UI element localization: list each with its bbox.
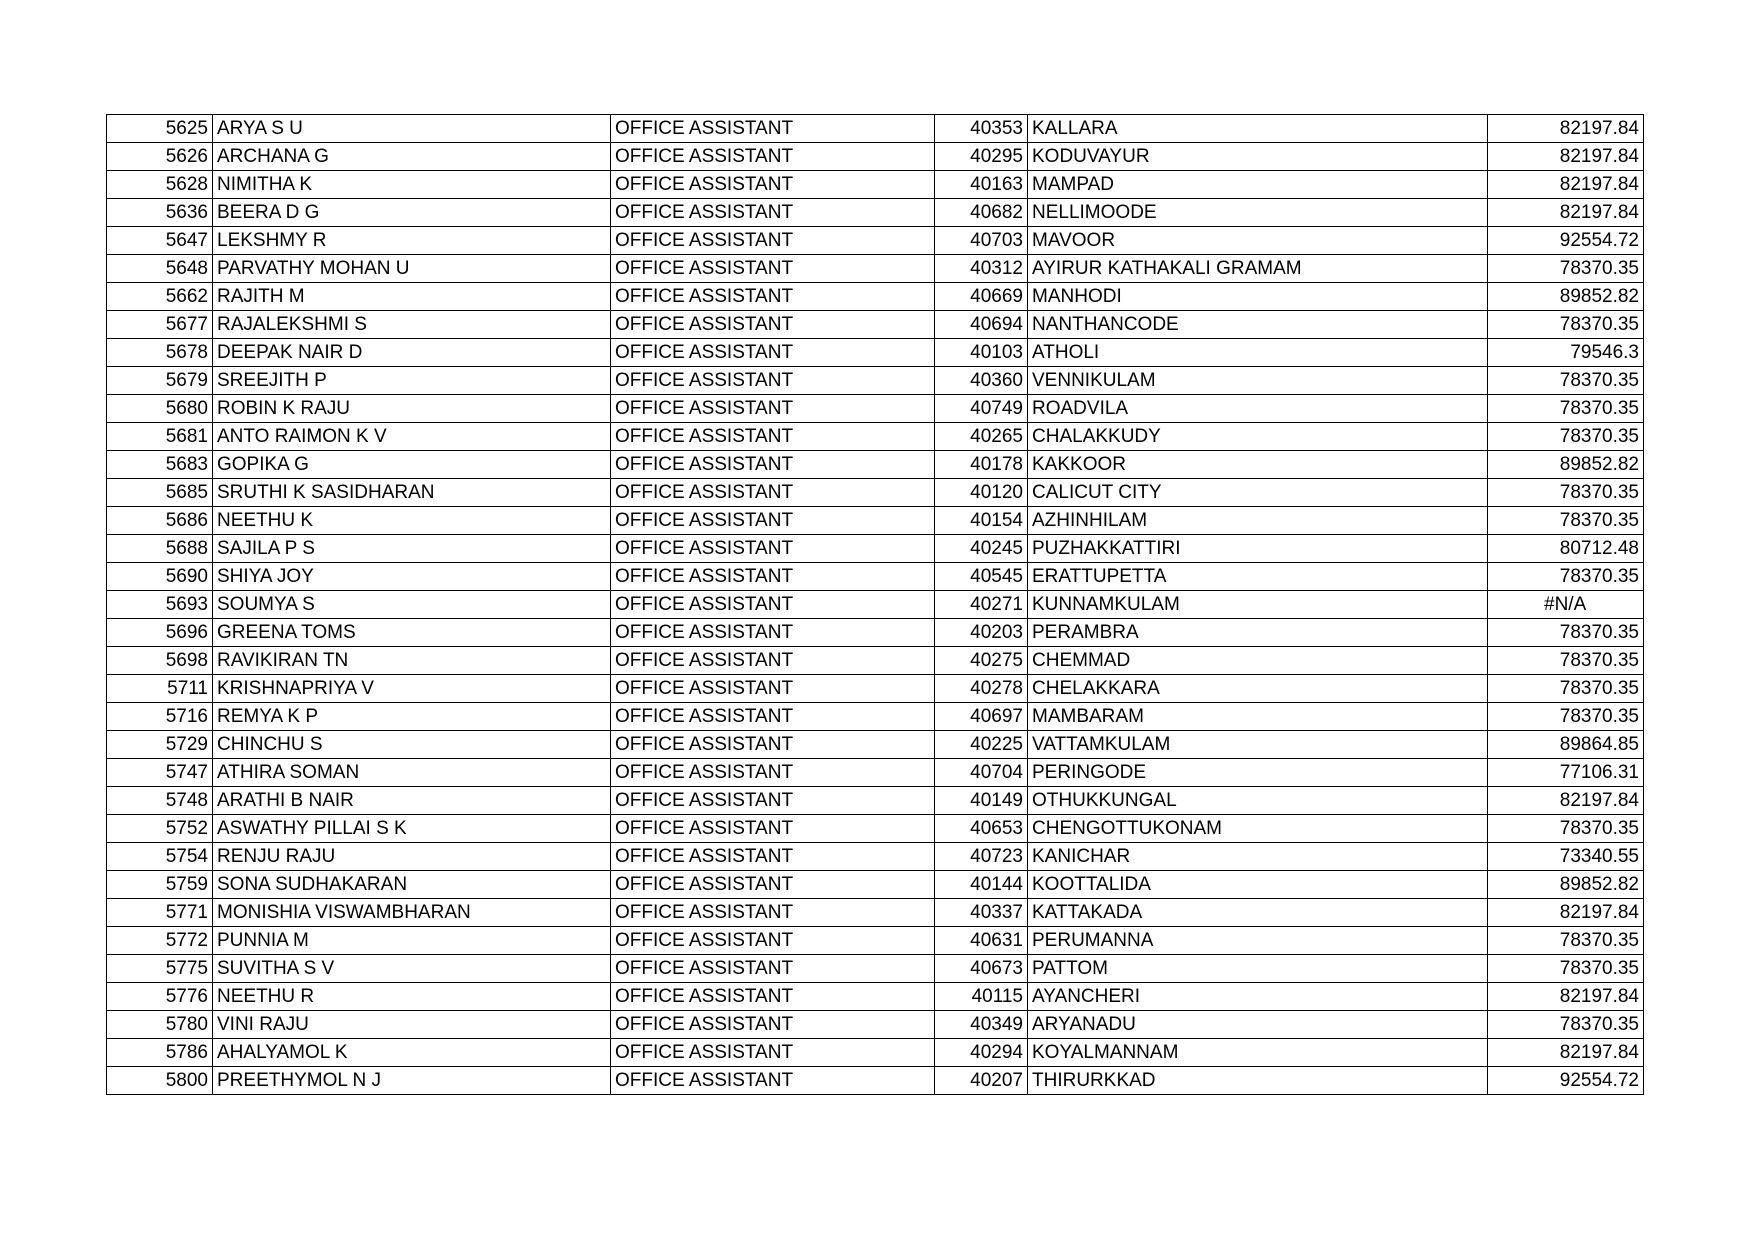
cell-office-code: 40349 — [935, 1011, 1028, 1039]
cell-office-name: NANTHANCODE — [1028, 311, 1488, 339]
cell-office-name: KOOTTALIDA — [1028, 871, 1488, 899]
cell-id: 5800 — [107, 1067, 213, 1095]
cell-office-name: PATTOM — [1028, 955, 1488, 983]
cell-name: PARVATHY MOHAN U — [213, 255, 611, 283]
cell-post: OFFICE ASSISTANT — [611, 1011, 935, 1039]
cell-id: 5647 — [107, 227, 213, 255]
cell-office-code: 40697 — [935, 703, 1028, 731]
cell-post: OFFICE ASSISTANT — [611, 1067, 935, 1095]
cell-office-name: KUNNAMKULAM — [1028, 591, 1488, 619]
cell-office-name: NELLIMOODE — [1028, 199, 1488, 227]
cell-office-name: KAKKOOR — [1028, 451, 1488, 479]
cell-office-code: 40682 — [935, 199, 1028, 227]
cell-office-code: 40295 — [935, 143, 1028, 171]
cell-name: REMYA K P — [213, 703, 611, 731]
cell-office-code: 40704 — [935, 759, 1028, 787]
cell-office-code: 40360 — [935, 367, 1028, 395]
cell-id: 5696 — [107, 619, 213, 647]
cell-name: CHINCHU S — [213, 731, 611, 759]
table-row — [107, 731, 1644, 759]
cell-amount: 78370.35 — [1488, 423, 1644, 451]
cell-office-code: 40115 — [935, 983, 1028, 1011]
cell-office-code: 40669 — [935, 283, 1028, 311]
cell-office-code: 40225 — [935, 731, 1028, 759]
cell-office-code: 40178 — [935, 451, 1028, 479]
cell-id: 5648 — [107, 255, 213, 283]
cell-post: OFFICE ASSISTANT — [611, 451, 935, 479]
table-row — [107, 1011, 1644, 1039]
table-row — [107, 199, 1644, 227]
cell-name: ANTO RAIMON K V — [213, 423, 611, 451]
cell-name: RAJALEKSHMI S — [213, 311, 611, 339]
cell-post: OFFICE ASSISTANT — [611, 395, 935, 423]
cell-office-name: PUZHAKKATTIRI — [1028, 535, 1488, 563]
cell-post: OFFICE ASSISTANT — [611, 675, 935, 703]
cell-id: 5776 — [107, 983, 213, 1011]
cell-office-name: CHALAKKUDY — [1028, 423, 1488, 451]
cell-amount: 82197.84 — [1488, 1039, 1644, 1067]
table-row — [107, 983, 1644, 1011]
table-row — [107, 927, 1644, 955]
cell-office-code: 40703 — [935, 227, 1028, 255]
cell-amount: 78370.35 — [1488, 563, 1644, 591]
cell-id: 5752 — [107, 815, 213, 843]
cell-office-code: 40154 — [935, 507, 1028, 535]
cell-name: RENJU RAJU — [213, 843, 611, 871]
table-row — [107, 311, 1644, 339]
table-row — [107, 171, 1644, 199]
cell-name: ARYA S U — [213, 115, 611, 143]
table-row — [107, 619, 1644, 647]
cell-id: 5698 — [107, 647, 213, 675]
cell-amount: 78370.35 — [1488, 395, 1644, 423]
cell-name: GREENA TOMS — [213, 619, 611, 647]
cell-post: OFFICE ASSISTANT — [611, 227, 935, 255]
table-row — [107, 675, 1644, 703]
cell-post: OFFICE ASSISTANT — [611, 647, 935, 675]
cell-amount: 73340.55 — [1488, 843, 1644, 871]
cell-office-code: 40545 — [935, 563, 1028, 591]
table-row — [107, 395, 1644, 423]
cell-post: OFFICE ASSISTANT — [611, 843, 935, 871]
cell-amount: 92554.72 — [1488, 1067, 1644, 1095]
cell-office-name: ATHOLI — [1028, 339, 1488, 367]
cell-id: 5626 — [107, 143, 213, 171]
cell-id: 5685 — [107, 479, 213, 507]
cell-name: SHIYA JOY — [213, 563, 611, 591]
table-row — [107, 507, 1644, 535]
cell-office-name: OTHUKKUNGAL — [1028, 787, 1488, 815]
table-row — [107, 843, 1644, 871]
data-table — [106, 114, 1644, 1095]
cell-post: OFFICE ASSISTANT — [611, 535, 935, 563]
table-row — [107, 143, 1644, 171]
cell-office-name: CHELAKKARA — [1028, 675, 1488, 703]
cell-post: OFFICE ASSISTANT — [611, 283, 935, 311]
cell-name: KRISHNAPRIYA V — [213, 675, 611, 703]
cell-office-code: 40673 — [935, 955, 1028, 983]
cell-amount: 82197.84 — [1488, 199, 1644, 227]
cell-id: 5625 — [107, 115, 213, 143]
cell-id: 5636 — [107, 199, 213, 227]
cell-name: SONA SUDHAKARAN — [213, 871, 611, 899]
cell-office-name: PERINGODE — [1028, 759, 1488, 787]
cell-name: MONISHIA VISWAMBHARAN — [213, 899, 611, 927]
cell-id: 5688 — [107, 535, 213, 563]
cell-office-code: 40271 — [935, 591, 1028, 619]
cell-office-name: MAMBARAM — [1028, 703, 1488, 731]
cell-amount: 78370.35 — [1488, 311, 1644, 339]
cell-name: DEEPAK NAIR D — [213, 339, 611, 367]
cell-amount: 78370.35 — [1488, 815, 1644, 843]
cell-id: 5678 — [107, 339, 213, 367]
cell-id: 5729 — [107, 731, 213, 759]
cell-office-code: 40163 — [935, 171, 1028, 199]
cell-post: OFFICE ASSISTANT — [611, 1039, 935, 1067]
cell-post: OFFICE ASSISTANT — [611, 255, 935, 283]
table-row — [107, 647, 1644, 675]
cell-amount: 89864.85 — [1488, 731, 1644, 759]
cell-office-code: 40312 — [935, 255, 1028, 283]
cell-name: ARATHI B NAIR — [213, 787, 611, 815]
table-row — [107, 815, 1644, 843]
cell-post: OFFICE ASSISTANT — [611, 619, 935, 647]
cell-id: 5628 — [107, 171, 213, 199]
cell-office-name: CHEMMAD — [1028, 647, 1488, 675]
table-row — [107, 1067, 1644, 1095]
cell-office-code: 40278 — [935, 675, 1028, 703]
cell-office-name: KALLARA — [1028, 115, 1488, 143]
cell-amount: 82197.84 — [1488, 115, 1644, 143]
cell-amount: 78370.35 — [1488, 955, 1644, 983]
cell-id: 5759 — [107, 871, 213, 899]
cell-office-code: 40337 — [935, 899, 1028, 927]
cell-name: SAJILA P S — [213, 535, 611, 563]
cell-post: OFFICE ASSISTANT — [611, 339, 935, 367]
cell-office-name: AYIRUR KATHAKALI GRAMAM — [1028, 255, 1488, 283]
cell-id: 5747 — [107, 759, 213, 787]
cell-office-code: 40203 — [935, 619, 1028, 647]
cell-id: 5771 — [107, 899, 213, 927]
cell-post: OFFICE ASSISTANT — [611, 143, 935, 171]
table-row — [107, 115, 1644, 143]
cell-name: RAVIKIRAN TN — [213, 647, 611, 675]
cell-id: 5680 — [107, 395, 213, 423]
cell-office-code: 40103 — [935, 339, 1028, 367]
cell-name: PUNNIA M — [213, 927, 611, 955]
cell-office-name: MAMPAD — [1028, 171, 1488, 199]
cell-office-code: 40265 — [935, 423, 1028, 451]
cell-id: 5716 — [107, 703, 213, 731]
cell-name: SUVITHA S V — [213, 955, 611, 983]
cell-post: OFFICE ASSISTANT — [611, 759, 935, 787]
cell-office-code: 40653 — [935, 815, 1028, 843]
cell-office-name: KOYALMANNAM — [1028, 1039, 1488, 1067]
cell-post: OFFICE ASSISTANT — [611, 171, 935, 199]
cell-id: 5775 — [107, 955, 213, 983]
cell-amount: 82197.84 — [1488, 983, 1644, 1011]
cell-post: OFFICE ASSISTANT — [611, 423, 935, 451]
cell-post: OFFICE ASSISTANT — [611, 955, 935, 983]
cell-office-code: 40120 — [935, 479, 1028, 507]
cell-office-code: 40723 — [935, 843, 1028, 871]
cell-amount: 77106.31 — [1488, 759, 1644, 787]
cell-office-name: MAVOOR — [1028, 227, 1488, 255]
cell-post: OFFICE ASSISTANT — [611, 815, 935, 843]
cell-post: OFFICE ASSISTANT — [611, 983, 935, 1011]
table-row — [107, 955, 1644, 983]
cell-post: OFFICE ASSISTANT — [611, 591, 935, 619]
table-row — [107, 787, 1644, 815]
cell-office-name: PERUMANNA — [1028, 927, 1488, 955]
cell-id: 5772 — [107, 927, 213, 955]
cell-amount: 78370.35 — [1488, 619, 1644, 647]
cell-id: 5683 — [107, 451, 213, 479]
cell-amount: 78370.35 — [1488, 927, 1644, 955]
table-row — [107, 255, 1644, 283]
cell-office-code: 40207 — [935, 1067, 1028, 1095]
cell-amount: #N/A — [1488, 591, 1644, 619]
cell-amount: 80712.48 — [1488, 535, 1644, 563]
table-row — [107, 871, 1644, 899]
cell-name: NIMITHA K — [213, 171, 611, 199]
cell-name: GOPIKA G — [213, 451, 611, 479]
table-row — [107, 339, 1644, 367]
cell-amount: 79546.3 — [1488, 339, 1644, 367]
cell-amount: 78370.35 — [1488, 675, 1644, 703]
cell-name: NEETHU K — [213, 507, 611, 535]
cell-office-name: VATTAMKULAM — [1028, 731, 1488, 759]
cell-post: OFFICE ASSISTANT — [611, 311, 935, 339]
cell-amount: 82197.84 — [1488, 899, 1644, 927]
cell-office-name: AZHINHILAM — [1028, 507, 1488, 535]
table-row — [107, 535, 1644, 563]
cell-office-name: ROADVILA — [1028, 395, 1488, 423]
cell-post: OFFICE ASSISTANT — [611, 899, 935, 927]
cell-amount: 78370.35 — [1488, 507, 1644, 535]
cell-id: 5693 — [107, 591, 213, 619]
cell-post: OFFICE ASSISTANT — [611, 731, 935, 759]
cell-amount: 82197.84 — [1488, 171, 1644, 199]
cell-post: OFFICE ASSISTANT — [611, 703, 935, 731]
cell-amount: 78370.35 — [1488, 367, 1644, 395]
cell-post: OFFICE ASSISTANT — [611, 479, 935, 507]
cell-name: ATHIRA SOMAN — [213, 759, 611, 787]
cell-amount: 78370.35 — [1488, 255, 1644, 283]
cell-name: SOUMYA S — [213, 591, 611, 619]
table-row — [107, 227, 1644, 255]
table-row — [107, 283, 1644, 311]
cell-name: SREEJITH P — [213, 367, 611, 395]
cell-id: 5748 — [107, 787, 213, 815]
cell-id: 5754 — [107, 843, 213, 871]
cell-office-name: PERAMBRA — [1028, 619, 1488, 647]
cell-name: PREETHYMOL N J — [213, 1067, 611, 1095]
cell-post: OFFICE ASSISTANT — [611, 927, 935, 955]
cell-name: NEETHU R — [213, 983, 611, 1011]
cell-name: ARCHANA G — [213, 143, 611, 171]
table-row — [107, 1039, 1644, 1067]
cell-name: AHALYAMOL K — [213, 1039, 611, 1067]
cell-id: 5780 — [107, 1011, 213, 1039]
cell-office-code: 40353 — [935, 115, 1028, 143]
cell-office-code: 40631 — [935, 927, 1028, 955]
cell-office-code: 40144 — [935, 871, 1028, 899]
cell-office-name: MANHODI — [1028, 283, 1488, 311]
cell-office-code: 40275 — [935, 647, 1028, 675]
cell-name: BEERA D G — [213, 199, 611, 227]
cell-amount: 82197.84 — [1488, 787, 1644, 815]
cell-name: VINI RAJU — [213, 1011, 611, 1039]
cell-office-name: KODUVAYUR — [1028, 143, 1488, 171]
cell-id: 5686 — [107, 507, 213, 535]
cell-office-name: KATTAKADA — [1028, 899, 1488, 927]
cell-post: OFFICE ASSISTANT — [611, 367, 935, 395]
cell-id: 5679 — [107, 367, 213, 395]
cell-amount: 89852.82 — [1488, 451, 1644, 479]
cell-post: OFFICE ASSISTANT — [611, 871, 935, 899]
cell-id: 5711 — [107, 675, 213, 703]
cell-office-code: 40694 — [935, 311, 1028, 339]
cell-office-name: ARYANADU — [1028, 1011, 1488, 1039]
cell-amount: 78370.35 — [1488, 1011, 1644, 1039]
cell-id: 5786 — [107, 1039, 213, 1067]
cell-office-name: CALICUT CITY — [1028, 479, 1488, 507]
cell-office-name: ERATTUPETTA — [1028, 563, 1488, 591]
cell-office-name: KANICHAR — [1028, 843, 1488, 871]
table-row — [107, 591, 1644, 619]
cell-name: SRUTHI K SASIDHARAN — [213, 479, 611, 507]
table-row — [107, 479, 1644, 507]
table-row — [107, 451, 1644, 479]
cell-office-code: 40294 — [935, 1039, 1028, 1067]
cell-post: OFFICE ASSISTANT — [611, 787, 935, 815]
cell-amount: 89852.82 — [1488, 283, 1644, 311]
table-row — [107, 703, 1644, 731]
cell-office-name: VENNIKULAM — [1028, 367, 1488, 395]
cell-office-code: 40149 — [935, 787, 1028, 815]
cell-name: RAJITH M — [213, 283, 611, 311]
cell-id: 5662 — [107, 283, 213, 311]
cell-amount: 78370.35 — [1488, 647, 1644, 675]
cell-amount: 92554.72 — [1488, 227, 1644, 255]
cell-post: OFFICE ASSISTANT — [611, 199, 935, 227]
cell-post: OFFICE ASSISTANT — [611, 507, 935, 535]
cell-name: ASWATHY PILLAI S K — [213, 815, 611, 843]
cell-office-name: AYANCHERI — [1028, 983, 1488, 1011]
cell-id: 5690 — [107, 563, 213, 591]
cell-post: OFFICE ASSISTANT — [611, 115, 935, 143]
cell-post: OFFICE ASSISTANT — [611, 563, 935, 591]
table-row — [107, 899, 1644, 927]
cell-amount: 82197.84 — [1488, 143, 1644, 171]
table-row — [107, 423, 1644, 451]
cell-office-name: CHENGOTTUKONAM — [1028, 815, 1488, 843]
cell-id: 5677 — [107, 311, 213, 339]
table-body — [107, 115, 1644, 1095]
cell-amount: 78370.35 — [1488, 703, 1644, 731]
cell-id: 5681 — [107, 423, 213, 451]
cell-office-name: THIRURKKAD — [1028, 1067, 1488, 1095]
cell-office-code: 40749 — [935, 395, 1028, 423]
cell-amount: 78370.35 — [1488, 479, 1644, 507]
cell-name: ROBIN K RAJU — [213, 395, 611, 423]
cell-name: LEKSHMY R — [213, 227, 611, 255]
table-row — [107, 759, 1644, 787]
table-row — [107, 563, 1644, 591]
cell-office-code: 40245 — [935, 535, 1028, 563]
table-row — [107, 367, 1644, 395]
cell-amount: 89852.82 — [1488, 871, 1644, 899]
